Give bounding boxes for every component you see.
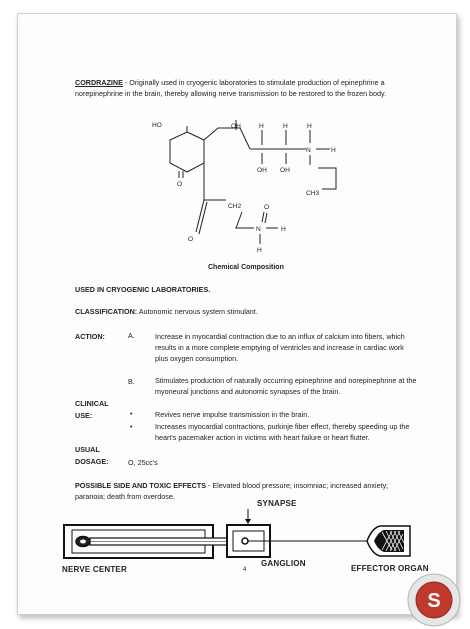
action-b-text: Stimulates production of naturally occurring epinephrine and norepinephrine at the myoneural junctions and autonomic synapses of the brain. xyxy=(155,376,417,396)
atom-label: OH xyxy=(257,167,267,174)
action-a-letter: A. xyxy=(128,331,135,340)
svg-text:S: S xyxy=(427,590,441,612)
atom-label: OH xyxy=(280,167,290,174)
nerve-center-label: NERVE CENTER xyxy=(62,565,127,574)
used-heading: USED IN CRYOGENIC LABORATORIES. xyxy=(75,285,211,294)
classification-line xyxy=(75,306,258,317)
ganglion-label: GANGLION xyxy=(261,559,306,568)
atom-label: CH3 xyxy=(306,190,320,197)
use-label: USE: xyxy=(75,411,93,420)
atom-label: N xyxy=(306,147,311,154)
watermark-logo xyxy=(406,572,462,628)
bullet-icon: • xyxy=(130,411,133,418)
atom-label: OH xyxy=(231,123,241,130)
effector-organ-label: EFFECTOR ORGAN xyxy=(351,564,429,573)
action-a-text: Increase in myocardial contraction due to an influx of calcium into fibers, which results in a more complete emptying of ventricles and increase in cardiac work plus oxygen consumption. xyxy=(155,332,405,363)
atom-label: H xyxy=(307,123,312,130)
atom-label: O xyxy=(264,204,270,211)
synapse-label: SYNAPSE xyxy=(257,499,297,508)
atom-label: O xyxy=(177,181,183,188)
atom-label: H xyxy=(331,147,336,154)
action-b-letter: B. xyxy=(128,377,135,386)
usual-label: USUAL xyxy=(75,445,100,454)
use-bullet-2: Increases myocardial contractions, purkinje fiber effect, thereby speeding up the heart's pacemaker action in victims with heart failure or heart flutter. xyxy=(155,422,410,442)
atom-label: H xyxy=(259,123,264,130)
atom-label: H xyxy=(283,123,288,130)
atom-label: HO xyxy=(152,122,162,129)
dosage-label: DOSAGE: xyxy=(75,457,109,466)
toxic-text: - Elevated blood pressure; insomniac; increased anxiety; paranoia; death from overdose. xyxy=(75,481,389,501)
toxic-label: POSSIBLE SIDE AND TOXIC EFFECTS xyxy=(75,481,206,490)
atom-label: O xyxy=(188,236,194,243)
intro-paragraph xyxy=(75,77,405,99)
drug-name: CORDRAZINE xyxy=(75,78,123,87)
dosage-value: O, 25cc's xyxy=(128,458,158,467)
atom-label: H xyxy=(281,226,286,233)
classification-text: Autonomic nervous system stimulant. xyxy=(137,307,258,316)
atom-label: N xyxy=(256,226,261,233)
atom-label: H xyxy=(257,247,262,254)
clinical-label: CLINICAL xyxy=(75,399,109,408)
bullet-icon: • xyxy=(130,424,133,431)
use-bullet-1: Revives nerve impulse transmission in the brain. xyxy=(155,410,310,419)
page-number: 4 xyxy=(243,567,247,573)
atom-label: CH2 xyxy=(228,203,242,210)
structure-caption: Chemical Composition xyxy=(208,264,284,271)
classification-label: CLASSIFICATION: xyxy=(75,307,138,316)
action-label: ACTION: xyxy=(75,332,105,341)
toxic-effects xyxy=(75,480,405,502)
intro-text: - Originally used in cryogenic laboratories to stimulate production of epinephrine a norepinephrine in the brain, thereby allowing nerve transmission to be restored to the frozen body. xyxy=(75,78,387,98)
